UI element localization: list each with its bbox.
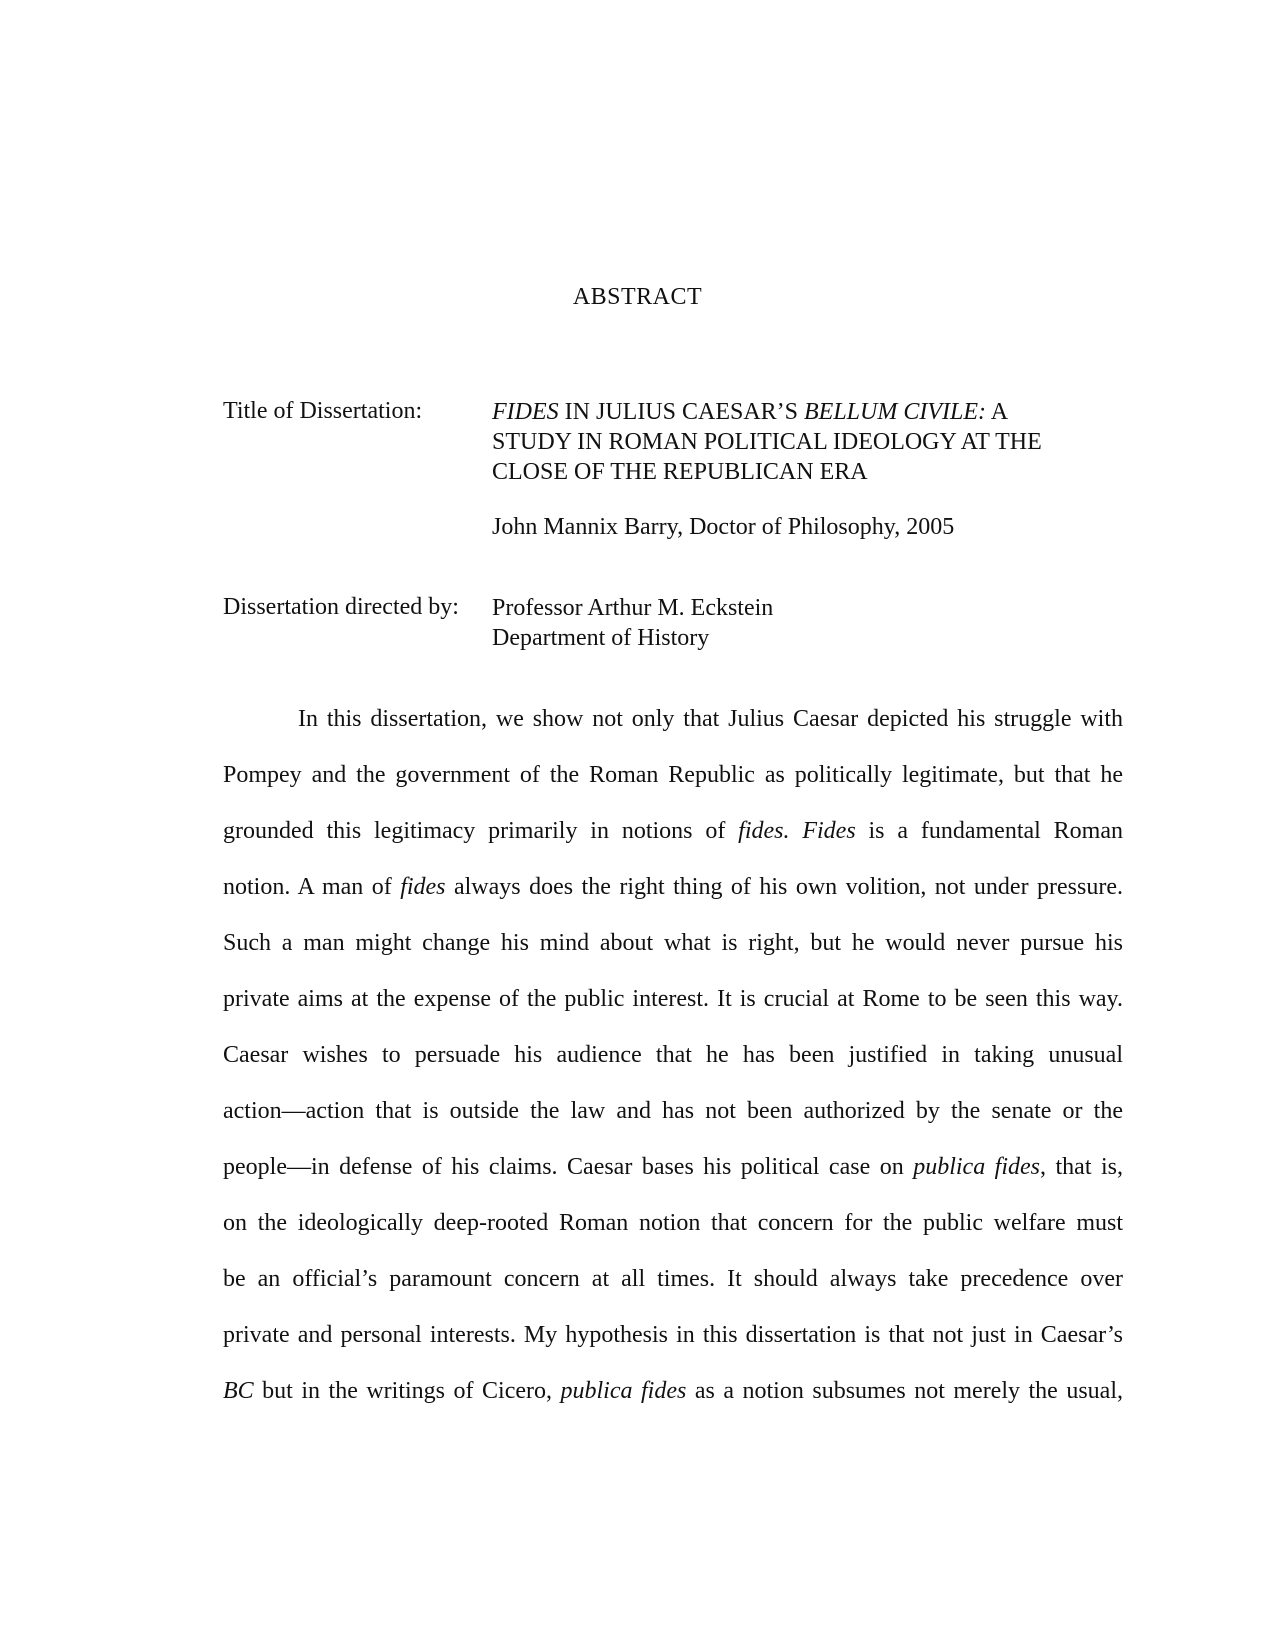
- body-text: notion. A man of: [223, 874, 401, 900]
- italic-term: BC: [223, 1378, 254, 1404]
- title-line-1: [492, 397, 1042, 427]
- italic-term: fides. Fides: [738, 818, 856, 844]
- body-line-11: be an official’s paramount concern at all times. It should always take precedence over: [223, 1266, 1123, 1292]
- body-line-6: private aims at the expense of the public interest. It is crucial at Rome to be seen this way.: [223, 986, 1123, 1012]
- body-line-9: [223, 1154, 1123, 1181]
- abstract-heading: ABSTRACT: [572, 284, 703, 310]
- director-label: Dissertation directed by:: [223, 594, 459, 620]
- dissertation-title: [492, 397, 1042, 487]
- title-line-3: CLOSE OF THE REPUBLICAN ERA: [492, 459, 868, 485]
- title-text: A: [986, 399, 1009, 425]
- title-italic-fides: FIDES: [492, 399, 559, 425]
- italic-term: publica fides: [913, 1154, 1041, 1180]
- body-text: always does the right thing of his own volition, not under pressure.: [445, 874, 1123, 900]
- body-line-10: on the ideologically deep-rooted Roman notion that concern for the public welfare must: [223, 1210, 1123, 1236]
- director-name: Professor Arthur M. Eckstein: [492, 595, 774, 621]
- author-line: John Mannix Barry, Doctor of Philosophy, 2005: [492, 514, 955, 540]
- italic-term: publica fides: [560, 1378, 687, 1404]
- director-info: [492, 593, 773, 653]
- title-label: Title of Dissertation:: [223, 398, 423, 424]
- body-line-13: [223, 1378, 1123, 1405]
- body-text: but in the writings of Cicero,: [253, 1378, 561, 1404]
- body-line-3: [223, 818, 1123, 845]
- body-text: grounded this legitimacy primarily in notions of: [223, 818, 739, 844]
- title-text: IN JULIUS CAESAR’S: [558, 399, 805, 425]
- body-text: , that is,: [1040, 1154, 1123, 1180]
- body-line-5: Such a man might change his mind about what is right, but he would never pursue his: [223, 930, 1123, 956]
- body-line-2: Pompey and the government of the Roman Republic as politically legitimate, but that he: [223, 762, 1123, 788]
- italic-term: fides: [400, 874, 446, 900]
- title-line-2: STUDY IN ROMAN POLITICAL IDEOLOGY AT THE: [492, 429, 1042, 455]
- body-text: as a notion subsumes not merely the usual,: [686, 1378, 1123, 1404]
- body-line-8: action—action that is outside the law and has not been authorized by the senate or the: [223, 1098, 1123, 1124]
- director-department: Department of History: [492, 625, 710, 651]
- title-italic-bellum-civile: BELLUM CIVILE:: [804, 399, 987, 425]
- body-line-4: [223, 874, 1123, 901]
- body-text: people—in defense of his claims. Caesar bases his political case on: [223, 1154, 914, 1180]
- body-line-7: Caesar wishes to persuade his audience that he has been justified in taking unusual: [223, 1042, 1123, 1068]
- body-line-12: private and personal interests. My hypothesis in this dissertation is that not just in Caesar’s: [223, 1322, 1123, 1348]
- body-line-1: In this dissertation, we show not only that Julius Caesar depicted his struggle with: [298, 706, 1123, 732]
- body-text: is a fundamental Roman: [855, 818, 1123, 844]
